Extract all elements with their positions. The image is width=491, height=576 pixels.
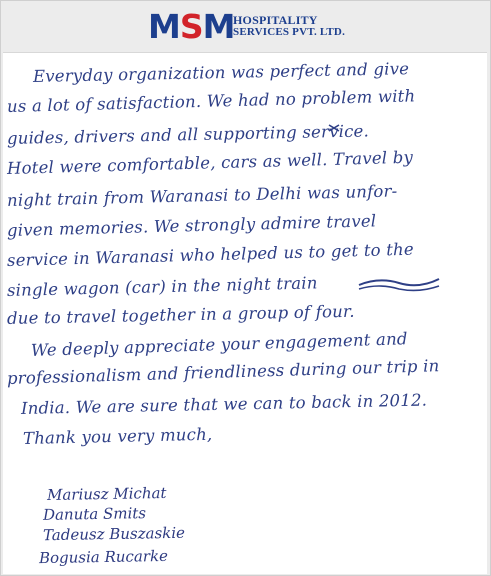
- letter-line-11: professionalism and friendliness during our trip in: [6, 356, 440, 388]
- letter-line-7: service in Waranasi who helped us to get to the: [6, 239, 415, 270]
- letter-line-4: Hotel were comfortable, cars as well. Travel by: [6, 147, 414, 178]
- signature-1: Mariusz Michat: [46, 483, 167, 505]
- letter-line-3: guides, drivers and all supporting service.: [6, 121, 370, 148]
- letter-line-10: We deeply appreciate your engagement and: [30, 329, 408, 360]
- company-logo: MSM: [148, 7, 235, 46]
- letter-line-6: given memories. We strongly admire travel: [6, 211, 377, 240]
- company-name: [233, 14, 345, 38]
- letter-line-12: India. We are sure that we can to back in 2012.: [20, 390, 428, 418]
- company-name-line1: HOSPITALITY: [233, 13, 318, 27]
- letter-line-2: us a lot of satisfaction. We had no problem with: [6, 86, 416, 116]
- company-name-line2: SERVICES PVT. LTD.: [233, 26, 346, 38]
- signature-4: Bogusia Rucarke: [38, 546, 169, 568]
- letterhead: [0, 0, 491, 52]
- letter-line-13: Thank you very much,: [22, 424, 213, 448]
- signature-3: Tadeusz Buszaskie: [42, 523, 186, 545]
- letter-line-5: night train from Waranasi to Delhi was unfor-: [6, 181, 398, 210]
- signature-2: Danuta Smits: [42, 504, 147, 524]
- handwritten-letter: [3, 52, 487, 574]
- letter-line-9: due to travel together in a group of four.: [6, 301, 355, 328]
- letter-line-1: Everyday organization was perfect and give: [32, 59, 410, 86]
- letter-line-8: single wagon (car) in the night train: [6, 273, 318, 300]
